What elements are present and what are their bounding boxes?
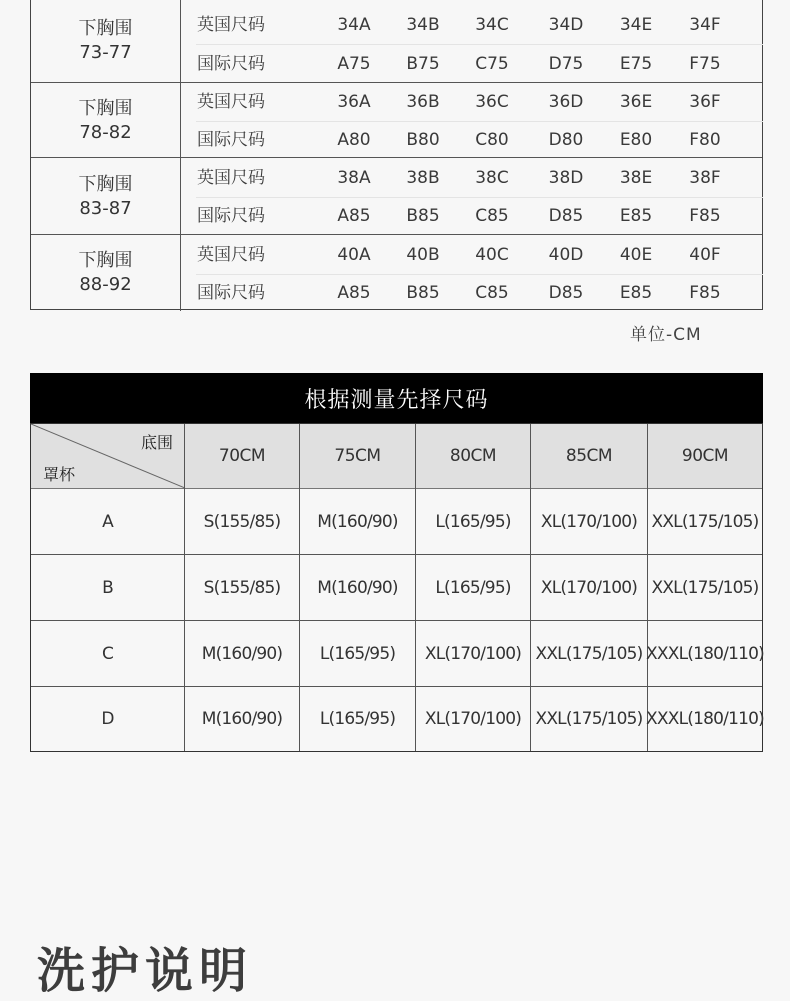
size-value: 36B: [406, 92, 440, 112]
underbust-column-header: 85CM: [565, 446, 613, 466]
conversion-group: [31, 157, 762, 235]
size-cell: XL(170/100): [540, 511, 638, 532]
group-label-range: 88-92: [79, 274, 132, 295]
cup-label: C: [101, 643, 114, 664]
size-value: B75: [406, 54, 440, 74]
size-value: A80: [337, 130, 371, 150]
size-value: E85: [619, 283, 653, 303]
group-label-title: 下胸围: [78, 173, 133, 195]
size-value: 36E: [619, 92, 653, 112]
size-value: F75: [689, 54, 721, 74]
size-value: 40B: [406, 245, 440, 265]
conversion-group: [31, 82, 762, 158]
size-value: 40E: [619, 245, 653, 265]
size-cell: L(165/95): [319, 709, 396, 729]
size-value: 38D: [548, 168, 584, 188]
intl-size-row: [196, 45, 763, 83]
size-cell: XXL(175/105): [651, 511, 759, 532]
row-name: 英国尺码: [197, 168, 265, 188]
size-value: F85: [689, 283, 721, 303]
group-label: [31, 0, 181, 82]
size-value: 40A: [337, 245, 371, 265]
size-value: C80: [475, 130, 509, 150]
row-name: 英国尺码: [197, 92, 265, 112]
cup-label: B: [102, 577, 113, 598]
row-name: 英国尺码: [197, 15, 265, 35]
underbust-column-header: 90CM: [681, 446, 729, 466]
uk-size-row: [196, 236, 763, 275]
size-value: 38E: [619, 168, 653, 188]
group-label: [31, 235, 181, 311]
size-value: 34D: [548, 15, 584, 35]
underbust-column-header: 70CM: [218, 446, 266, 466]
size-cell: XXL(175/105): [535, 643, 643, 664]
row-name: 国际尺码: [197, 130, 265, 150]
group-label-title: 下胸围: [78, 250, 133, 271]
intl-size-row: [196, 274, 763, 312]
unit-note: 单位-CM: [630, 325, 702, 345]
size-cell: XL(170/100): [424, 709, 522, 729]
size-value: 40F: [689, 245, 721, 265]
size-value: C75: [475, 54, 509, 74]
size-cell: XXXL(180/110): [646, 643, 764, 664]
size-value: 34F: [689, 15, 721, 35]
size-cell: S(155/85): [203, 511, 281, 532]
uk-size-row: [196, 83, 763, 122]
uk-size-row: [196, 159, 763, 198]
cup-label: D: [101, 709, 114, 729]
size-cell: M(160/90): [317, 511, 398, 532]
size-value: 36A: [337, 92, 371, 112]
size-value: 38B: [406, 168, 440, 188]
size-value: 36F: [689, 92, 721, 112]
corner-underbust-label: 底围: [141, 433, 174, 452]
size-value: 34C: [475, 15, 509, 35]
size-cell: XL(170/100): [424, 643, 522, 664]
group-label: [31, 83, 181, 158]
size-value: 38F: [689, 168, 721, 188]
size-value: 34A: [337, 15, 371, 35]
size-value: 34B: [406, 15, 440, 35]
cup-label: A: [102, 511, 113, 532]
size-cell: XXL(175/105): [651, 577, 759, 598]
corner-cup-label: 罩杯: [43, 465, 76, 484]
group-label-range: 73-77: [79, 42, 132, 63]
size-value: F85: [689, 206, 721, 226]
size-value: 38A: [337, 168, 371, 188]
conversion-group: [31, 0, 762, 82]
size-value: D75: [548, 54, 584, 74]
size-value: B85: [406, 206, 440, 226]
size-value: 36C: [475, 92, 509, 112]
size-value: D80: [548, 130, 584, 150]
size-value: 36D: [548, 92, 584, 112]
underbust-column-header: 80CM: [449, 446, 497, 466]
group-label-range: 78-82: [79, 121, 132, 143]
size-value: C85: [475, 283, 509, 303]
size-selection-title: 根据测量先择尺码: [30, 373, 763, 423]
intl-size-row: [196, 197, 763, 235]
size-value: 38C: [475, 168, 509, 188]
conversion-group: [31, 234, 762, 311]
size-cell: XL(170/100): [540, 577, 638, 598]
size-value: F80: [689, 130, 721, 150]
size-cell: M(160/90): [201, 643, 283, 664]
size-value: 40D: [548, 245, 584, 265]
size-value: C85: [475, 206, 509, 226]
size-cell: L(165/95): [435, 577, 511, 598]
group-label-title: 下胸围: [78, 18, 133, 39]
underbust-column-header: 75CM: [334, 446, 381, 466]
uk-size-row: [196, 6, 763, 45]
row-name: 英国尺码: [197, 245, 265, 265]
size-value: B85: [406, 283, 440, 303]
size-cell: L(165/95): [435, 511, 511, 532]
size-value: B80: [406, 130, 440, 150]
row-name: 国际尺码: [197, 54, 265, 74]
size-cell: S(155/85): [203, 577, 281, 598]
size-conversion-table: [30, 0, 763, 310]
size-value: A85: [337, 206, 371, 226]
size-value: 34E: [619, 15, 653, 35]
group-label-range: 83-87: [79, 197, 132, 219]
size-value: D85: [548, 206, 584, 226]
size-value: 40C: [475, 245, 509, 265]
size-cell: M(160/90): [201, 709, 283, 729]
row-name: 国际尺码: [197, 283, 265, 303]
size-value: E80: [619, 130, 653, 150]
size-selection-table: [30, 423, 763, 752]
size-value: E85: [619, 206, 653, 226]
size-cell: XXL(175/105): [535, 709, 643, 729]
size-value: D85: [548, 283, 584, 303]
size-value: A75: [337, 54, 371, 74]
group-label: [31, 158, 181, 235]
size-cell: XXXL(180/110): [646, 709, 764, 729]
size-cell: M(160/90): [317, 577, 398, 598]
intl-size-row: [196, 121, 763, 159]
size-value: E75: [619, 54, 653, 74]
group-label-title: 下胸围: [78, 97, 133, 119]
row-name: 国际尺码: [197, 206, 265, 226]
size-value: A85: [337, 283, 371, 303]
care-instructions-heading: 洗护说明: [37, 943, 254, 999]
size-cell: L(165/95): [319, 643, 396, 664]
